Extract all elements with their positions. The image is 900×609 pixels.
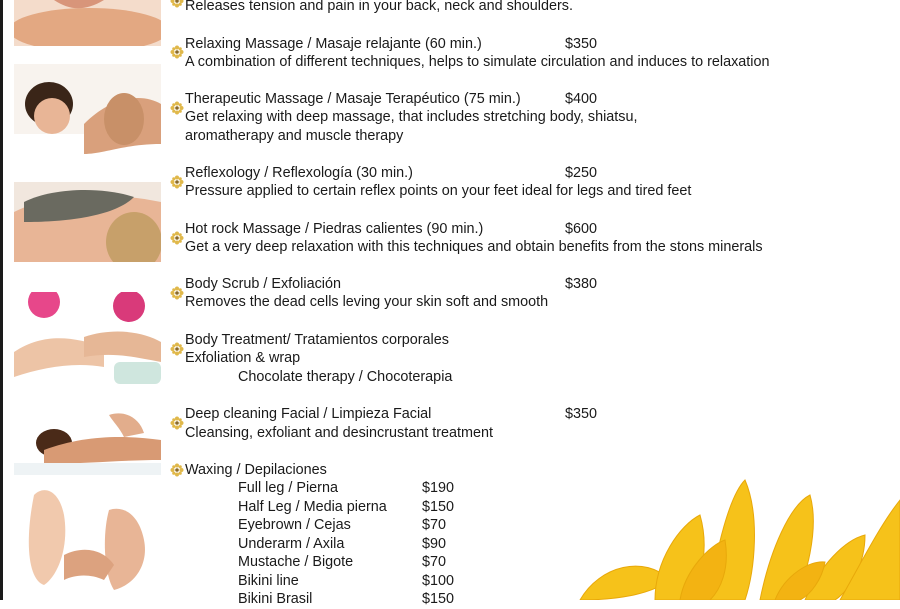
flower-bullet-icon [170,175,184,189]
waxing-price: $90 [422,536,447,552]
waxing-label: Bikini Brasil [238,591,313,607]
waxing-label: Mustache / Bigote [238,554,354,570]
waxing-price: $100 [422,573,455,589]
item-price: $600 [565,221,598,237]
flower-bullet-icon [170,101,184,115]
flower-bullet-icon [170,286,184,300]
item-name: Deep cleaning Facial / Limpieza Facial [185,406,432,422]
therapeutic-massage-photo [14,64,161,164]
waxing-price: $70 [422,517,447,533]
item-description: aromatherapy and muscle therapy [185,128,404,144]
item-description: Get relaxing with deep massage, that includes stretching body, shiatsu, [185,109,638,125]
item-description: Removes the dead cells leving your skin soft and smooth [185,294,549,310]
waxing-title: Waxing / Depilaciones [185,462,327,478]
flower-bullet-icon [170,342,184,356]
item-price: $400 [565,91,598,107]
item-price: $380 [565,276,598,292]
item-description: Exfoliation & wrap [185,350,301,366]
flower-bullet-icon [170,0,184,8]
waxing-label: Bikini line [238,573,299,589]
item-sub-description: Chocolate therapy / Chocoterapia [238,369,453,385]
item-name: Body Scrub / Exfoliación [185,276,341,292]
intro-description: Releases tension and pain in your back, neck and shoulders. [185,0,573,14]
item-description: A combination of different techniques, helps to simulate circulation and induces to relaxation [185,54,770,70]
flower-bullet-icon [170,231,184,245]
waxing-label: Half Leg / Media pierna [238,499,387,515]
item-description: Pressure applied to certain reflex points on your feet ideal for legs and tired feet [185,183,692,199]
item-name: Reflexology / Reflexología (30 min.) [185,165,413,181]
item-name: Relaxing Massage / Masaje relajante (60 min.) [185,36,482,52]
manicure-photo [14,292,161,390]
page-left-border [0,0,3,600]
item-name: Hot rock Massage / Piedras calientes (90 min.) [185,221,484,237]
hot-stone-massage-photo [14,182,161,280]
flower-bullet-icon [170,45,184,59]
item-price: $350 [565,406,598,422]
sunflower-decoration [560,470,900,600]
item-description: Get a very deep relaxation with this techniques and obtain benefits from the stons minerals [185,239,763,255]
waxing-label: Full leg / Pierna [238,480,338,496]
flower-bullet-icon [170,416,184,430]
item-name: Therapeutic Massage / Masaje Terapéutico (75 min.) [185,91,521,107]
item-price: $250 [565,165,598,181]
item-description: Cleansing, exfoliant and desincrustant treatment [185,425,493,441]
waxing-price: $190 [422,480,455,496]
back-massage-photo [14,0,161,46]
item-name: Body Treatment/ Tratamientos corporales [185,332,449,348]
foot-massage-photo [14,485,161,597]
flower-bullet-icon [170,463,184,477]
waxing-price: $150 [422,591,455,607]
waxing-label: Eyebrown / Cejas [238,517,351,533]
waxing-price: $70 [422,554,447,570]
item-price: $350 [565,36,598,52]
waxing-price: $150 [422,499,455,515]
waxing-label: Underarm / Axila [238,536,345,552]
facial-treatment-photo [14,405,161,475]
